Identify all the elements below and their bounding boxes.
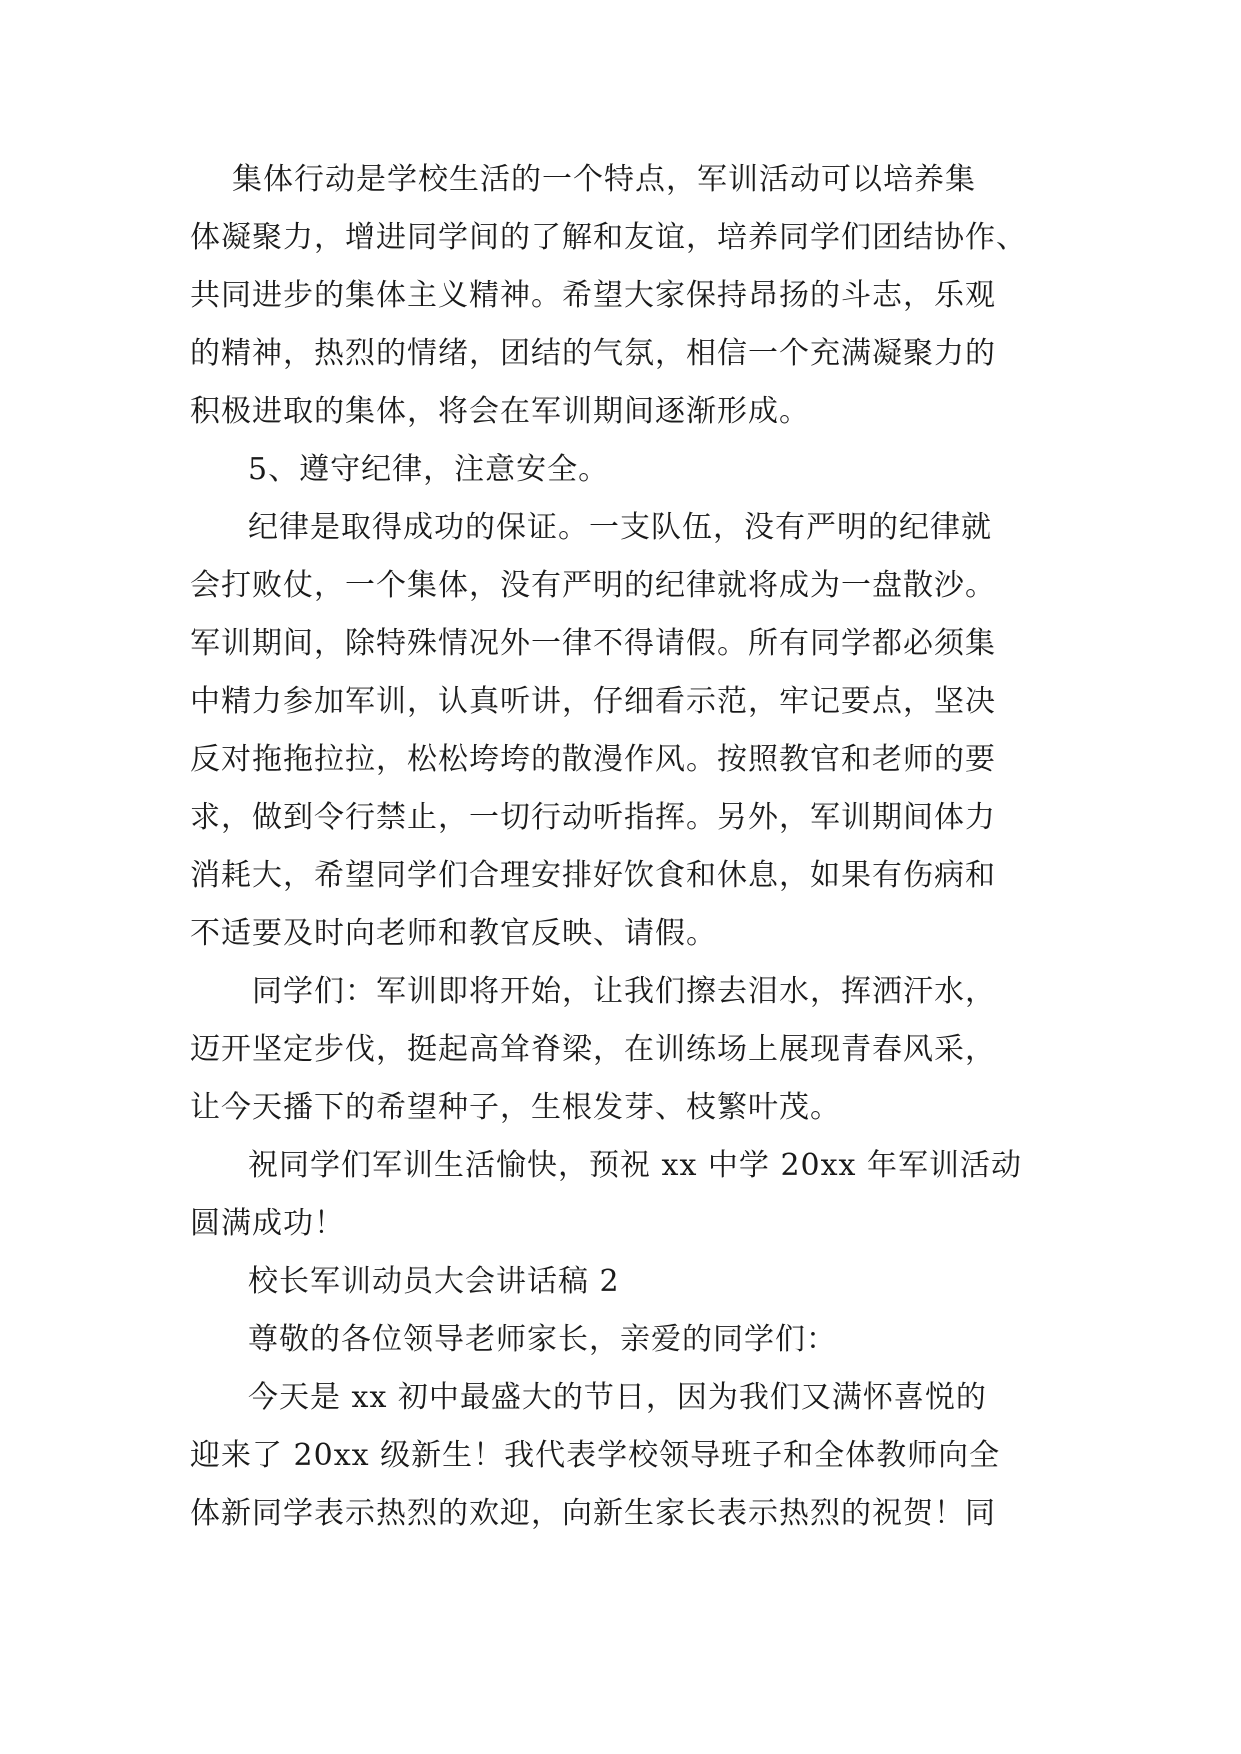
text-line: 迎来了 20xx 级新生！我代表学校领导班子和全体教师向全 xyxy=(190,1438,1001,1473)
text-line: 迈开坚定步伐，挺起高耸脊梁，在训练场上展现青春风采， xyxy=(190,1032,996,1067)
text-line: 圆满成功！ xyxy=(190,1206,345,1241)
text-line: 祝同学们军训生活愉快，预祝 xx 中学 20xx 年军训活动 xyxy=(248,1148,1022,1183)
text-line: 让今天播下的希望种子，生根发芽、枝繁叶茂。 xyxy=(190,1090,841,1125)
salutation: 尊敬的各位领导老师家长，亲爱的同学们： xyxy=(248,1322,837,1357)
text-line: 积极进取的集体，将会在军训期间逐渐形成。 xyxy=(190,394,810,429)
text-line: 同学们：军训即将开始，让我们擦去泪水，挥洒汗水， xyxy=(252,974,996,1009)
text-line: 纪律是取得成功的保证。一支队伍，没有严明的纪律就 xyxy=(248,510,992,545)
text-line: 体新同学表示热烈的欢迎，向新生家长表示热烈的祝贺！同 xyxy=(190,1496,996,1531)
text-line: 不适要及时向老师和教官反映、请假。 xyxy=(190,916,717,951)
text-line: 求，做到令行禁止，一切行动听指挥。另外，军训期间体力 xyxy=(190,800,996,835)
text-line: 中精力参加军训，认真听讲，仔细看示范，牢记要点，坚决 xyxy=(190,684,996,719)
text-line: 消耗大，希望同学们合理安排好饮食和休息，如果有伤病和 xyxy=(190,858,996,893)
text-line: 反对拖拖拉拉，松松垮垮的散漫作风。按照教官和老师的要 xyxy=(190,742,996,777)
text-line: 的精神，热烈的情绪，团结的气氛，相信一个充满凝聚力的 xyxy=(190,336,996,371)
text-line: 今天是 xx 初中最盛大的节日，因为我们又满怀喜悦的 xyxy=(248,1380,987,1415)
text-line: 集体行动是学校生活的一个特点，军训活动可以培养集 xyxy=(232,162,976,197)
text-line: 共同进步的集体主义精神。希望大家保持昂扬的斗志，乐观 xyxy=(190,278,996,313)
article-title: 校长军训动员大会讲话稿 2 xyxy=(248,1264,620,1299)
section-heading: 5、遵守纪律，注意安全。 xyxy=(248,452,610,487)
text-line: 会打败仗，一个集体，没有严明的纪律就将成为一盘散沙。 xyxy=(190,568,996,603)
text-line: 军训期间，除特殊情况外一律不得请假。所有同学都必须集 xyxy=(190,626,996,661)
text-line: 体凝聚力，增进同学间的了解和友谊，培养同学们团结协作、 xyxy=(190,220,1027,255)
